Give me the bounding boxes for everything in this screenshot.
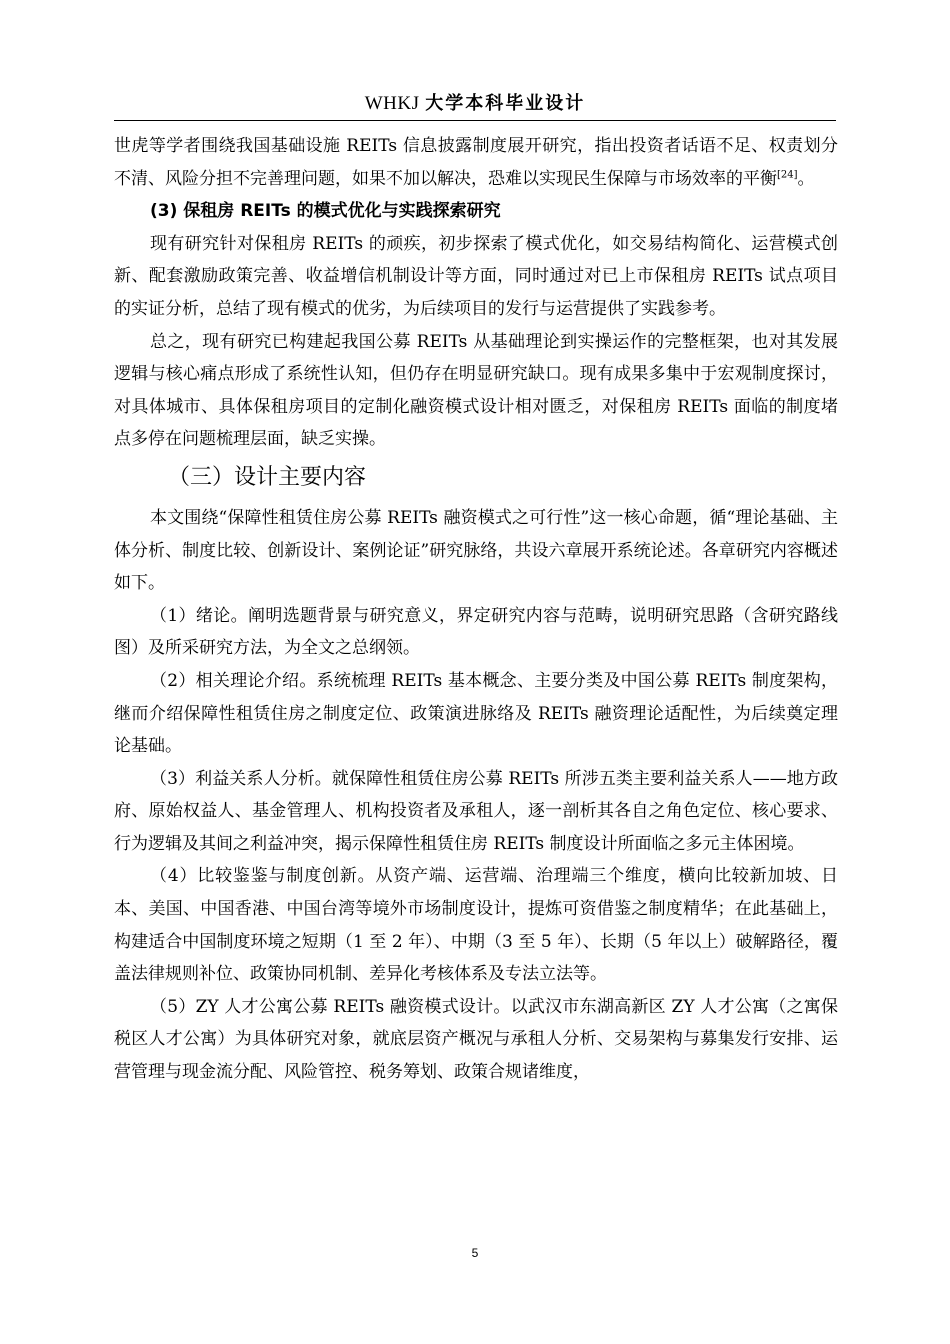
document-body bbox=[114, 130, 838, 1089]
paragraph: 本文围绕“保障性租赁住房公募 REITs 融资模式之可行性”这一核心命题，循“理论基础、主体分析、制度比较、创新设计、案例论证”研究脉络，共设六章展开系统论述。各章研究内容概述如下。 bbox=[114, 507, 838, 594]
citation: [24] bbox=[777, 168, 798, 180]
paragraph-continuation bbox=[114, 130, 838, 195]
paragraph-text: 世虎等学者围绕我国基础设施 REITs 信息披露制度展开研究，指出投资者话语不足、权责划分不清、风险分担不完善理问题，如果不加以解决，恐难以实现民生保障与市场效率的平衡 bbox=[114, 136, 838, 189]
list-item-chapter-2: （2）相关理论介绍。系统梳理 REITs 基本概念、主要分类及中国公募 REITs 制度架构，继而介绍保障性租赁住房之制度定位、政策演进脉络及 REITs 融资理论适配性，为后续奠定理论基础。 bbox=[114, 670, 838, 757]
paragraph: 总之，现有研究已构建起我国公募 REITs 从基础理论到实操运作的完整框架，也对其发展逻辑与核心痛点形成了系统性认知，但仍存在明显研究缺口。现有成果多集中于宏观制度探讨，对具体城市、具体保租房项目的定制化融资模式设计相对匮乏，对保租房 REITs 面临的制度堵点多停在问题梳理层面，缺乏实操。 bbox=[114, 331, 838, 450]
header-title: 大学本科毕业设计 bbox=[425, 93, 586, 114]
page-number: 5 bbox=[471, 1246, 479, 1260]
header-rule bbox=[114, 120, 836, 121]
list-item-chapter-1: （1）绪论。阐明选题背景与研究意义，界定研究内容与范畴，说明研究思路（含研究路线图）及所采研究方法，为全文之总纲领。 bbox=[114, 605, 838, 659]
subheading: (3) 保租房 REITs 的模式优化与实践探索研究 bbox=[150, 201, 501, 222]
list-item-chapter-3: （3）利益关系人分析。就保障性租赁住房公募 REITs 所涉五类主要利益关系人——地方政府、原始权益人、基金管理人、机构投资者及承租人，逐一剖析其各自之角色定位、核心要求、行为逻辑及其间之利益冲突，揭示保障性租赁住房 REITs 制度设计所面临之多元主体困境。 bbox=[114, 768, 838, 854]
list-item-chapter-5: （5）ZY 人才公寓公募 REITs 融资模式设计。以武汉市东湖高新区 ZY 人才公寓（之寓保税区人才公寓）为具体研究对象，就底层资产概况与承租人分析、交易架构与募集发行安排、运营管理与现金流分配、风险管控、税务筹划、政策合规诸维度， bbox=[114, 996, 838, 1083]
paragraph: 现有研究针对保租房 REITs 的顽疾，初步探索了模式优化，如交易结构简化、运营模式创新、配套激励政策完善、收益增信机制设计等方面，同时通过对已上市保租房 REITs 试点项目的实证分析，总结了现有模式的优劣，为后续项目的发行与运营提供了实践参考。 bbox=[114, 233, 838, 319]
header-code: WHKJ bbox=[364, 93, 420, 114]
paragraph-tail: 。 bbox=[797, 168, 815, 189]
section-heading: （三）设计主要内容 bbox=[168, 464, 367, 490]
list-item-chapter-4: （4）比较鉴鉴与制度创新。从资产端、运营端、治理端三个维度，横向比较新加坡、日本、美国、中国香港、中国台湾等境外市场制度设计，提炼可资借鉴之制度精华；在此基础上，构建适合中国制度环境之短期（1 至 2 年）、中期（3 至 5 年）、长期（5 年以上）破解路径，覆盖法律规则补位、政策协同机制、差异化考核体系及专法立法等。 bbox=[114, 866, 838, 985]
page-header bbox=[114, 90, 836, 118]
